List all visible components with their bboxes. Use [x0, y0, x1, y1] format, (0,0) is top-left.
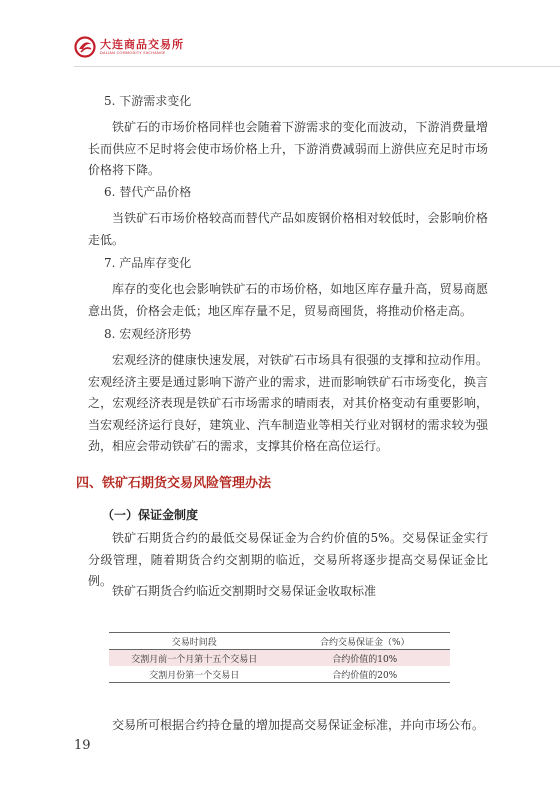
item-paragraph: 铁矿石的市场价格同样也会随着下游需求的变化而波动，下游消费量增长而供应不足时将会使市场价格上升，下游消费减弱而上游供应充足时市场价格将下降。: [88, 120, 488, 177]
table-header-row: [109, 633, 450, 650]
table-caption-block: [88, 581, 488, 603]
page-number: 19: [74, 738, 91, 753]
closing-text: 交易所可根据合约持仓量的增加提高交易保证金标准，并向市场公布。: [112, 718, 485, 732]
table-cell: 交割月前一个月第十五个交易日: [131, 654, 258, 665]
item-heading: 7. 产品库存变化: [104, 256, 192, 270]
item-8: [88, 325, 488, 458]
table-header-cell: 交易时间段: [171, 637, 217, 648]
logo-english-name: DALIAN COMMODITY EXCHANGE: [100, 50, 166, 55]
table-caption: 铁矿石期货合约临近交割期时交易保证金收取标准: [112, 584, 377, 598]
item-7: [88, 254, 488, 322]
item-6: [88, 183, 488, 251]
table-header-cell: 合约交易保证金（%）: [319, 637, 410, 648]
margin-text: 铁矿石期货合约的最低交易保证金为合约价值的5%。交易保证金实行分级管理，随着期货合约交割期的临近，交易所将逐步提高交易保证金比例。: [88, 531, 488, 588]
table-row: [109, 650, 450, 667]
header-divider: [74, 66, 560, 67]
margin-standard-table: [109, 632, 450, 683]
item-heading: 5. 下游需求变化: [104, 94, 192, 108]
table-row: [109, 666, 450, 683]
item-paragraph: 库存的变化也会影响铁矿石的市场价格，如地区库存量升高，贸易商愿意出货，价格会走低；地区库存量不足，贸易商囤货，将推动价格走高。: [88, 282, 488, 318]
closing-paragraph: [88, 715, 488, 737]
item-5: [88, 92, 488, 182]
section-title: 四、铁矿石期货交易风险管理办法: [76, 476, 272, 491]
logo-text: [100, 39, 184, 56]
subsection-title: （一）保证金制度: [102, 508, 199, 522]
dce-logo-icon: [74, 36, 96, 58]
table-cell: 合约价值的10%: [332, 654, 398, 665]
table-cell: 合约价值的20%: [332, 670, 398, 681]
logo-chinese-name: 大连商品交易所: [100, 37, 184, 51]
item-paragraph: 宏观经济的健康快速发展，对铁矿石市场具有很强的支撑和拉动作用。宏观经济主要是通过影响下游产业的需求，进而影响铁矿石市场变化，换言之，宏观经济表现是铁矿石市场需求的晴雨表，对其价格变动有重要影响，当宏观经济运行良好，建筑业、汽车制造业等相关行业对钢材的需求较为强劲，相应会带动铁矿石的需求，支撑其价格在高位运行。: [88, 353, 488, 453]
page-header: [74, 30, 184, 64]
item-paragraph: 当铁矿石市场价格较高而替代产品如废钢价格相对较低时，会影响价格走低。: [88, 211, 488, 247]
item-heading: 8. 宏观经济形势: [104, 327, 192, 341]
table-cell: 交割月份第一个交易日: [149, 670, 240, 681]
item-heading: 6. 替代产品价格: [104, 185, 192, 199]
